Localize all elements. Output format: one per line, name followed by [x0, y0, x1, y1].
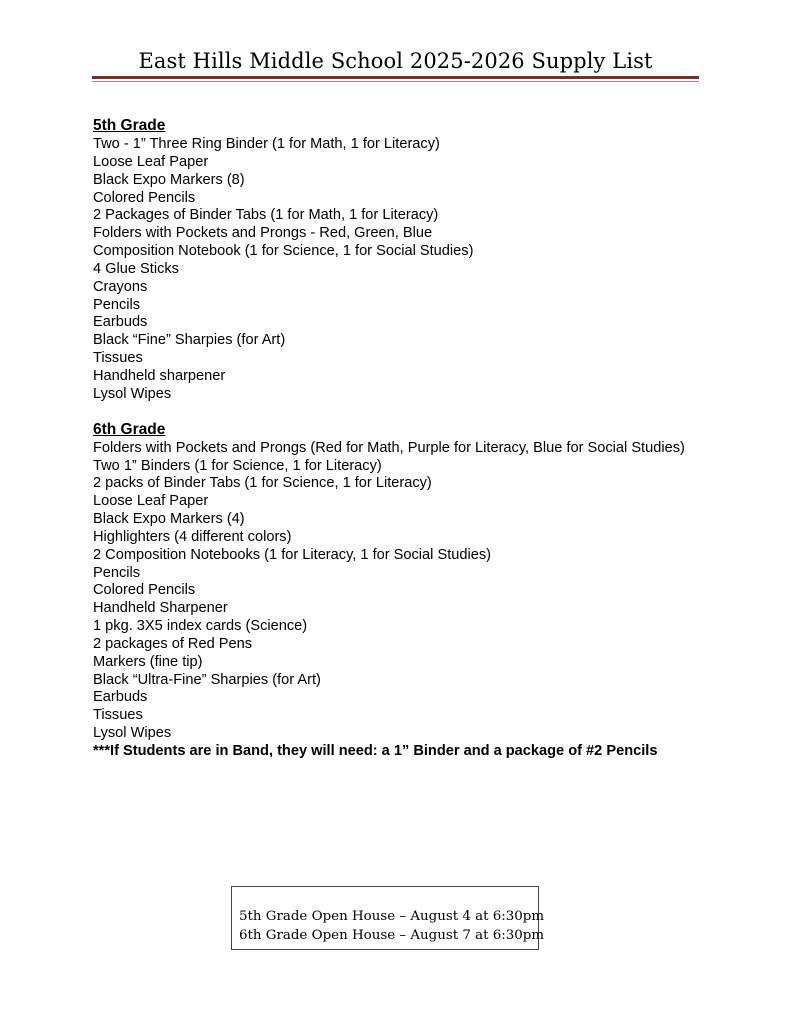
- list-item: Handheld sharpener: [93, 367, 226, 384]
- list-item: Pencils: [93, 296, 141, 313]
- sixth-grade-list: [93, 440, 713, 743]
- list-item: Pencils: [93, 564, 141, 581]
- list-item: Two - 1” Three Ring Binder (1 for Math, 1 for Literacy): [93, 136, 440, 152]
- list-item: 1 pkg. 3X5 index cards (Science): [93, 618, 308, 635]
- list-item: Tissues: [93, 707, 143, 724]
- fifth-grade-list: [93, 136, 713, 404]
- list-item: 2 Composition Notebooks (1 for Literacy, 1 for Social Studies): [93, 546, 491, 563]
- open-house-fifth: 5th Grade Open House – August 4 at 6:30pm: [239, 909, 545, 924]
- list-item: 4 Glue Sticks: [93, 260, 179, 277]
- supply-list: [93, 114, 713, 761]
- list-item: Tissues: [93, 350, 143, 367]
- list-item: Black “Fine” Sharpies (for Art): [93, 332, 286, 349]
- list-item: Colored Pencils: [93, 582, 196, 599]
- sixth-grade-heading: 6th Grade: [93, 420, 166, 438]
- list-item: Markers (fine tip): [93, 653, 203, 670]
- list-item: Folders with Pockets and Prongs - Red, Green, Blue: [93, 225, 433, 242]
- band-note: ***If Students are in Band, they will need: a 1” Binder and a package of #2 Pencils: [93, 743, 658, 759]
- list-item: Handheld Sharpener: [93, 600, 228, 617]
- list-item: Black “Ultra-Fine” Sharpies (for Art): [93, 671, 321, 688]
- list-item: Black Expo Markers (4): [93, 511, 245, 528]
- list-item: Two 1” Binders (1 for Science, 1 for Literacy): [93, 457, 382, 474]
- list-item: Composition Notebook (1 for Science, 1 for Social Studies): [93, 243, 474, 260]
- fifth-grade-heading: 5th Grade: [93, 117, 166, 134]
- page-title: East Hills Middle School 2025-2026 Supply List: [138, 49, 653, 73]
- list-item: Highlighters (4 different colors): [93, 528, 292, 545]
- title-rule-thick: [92, 76, 699, 79]
- list-item: Earbuds: [93, 689, 148, 706]
- list-item: Folders with Pockets and Prongs (Red for Math, Purple for Literacy, Blue for Social Studies): [93, 439, 685, 456]
- list-item: Lysol Wipes: [93, 385, 172, 402]
- list-item: Black Expo Markers (8): [93, 171, 245, 188]
- list-item: Loose Leaf Paper: [93, 493, 209, 510]
- list-item: 2 packages of Red Pens: [93, 635, 253, 652]
- title-rule-thin: [92, 81, 699, 82]
- list-item: 2 Packages of Binder Tabs (1 for Math, 1 for Literacy): [93, 207, 439, 224]
- list-item: Lysol Wipes: [93, 725, 172, 742]
- list-item: Loose Leaf Paper: [93, 153, 209, 170]
- open-house-box: [231, 886, 545, 950]
- list-item: Crayons: [93, 278, 148, 295]
- list-item: Colored Pencils: [93, 189, 196, 206]
- list-item: 2 packs of Binder Tabs (1 for Science, 1 for Literacy): [93, 475, 432, 492]
- open-house-sixth: 6th Grade Open House – August 7 at 6:30pm: [239, 928, 545, 943]
- list-item: Earbuds: [93, 314, 148, 331]
